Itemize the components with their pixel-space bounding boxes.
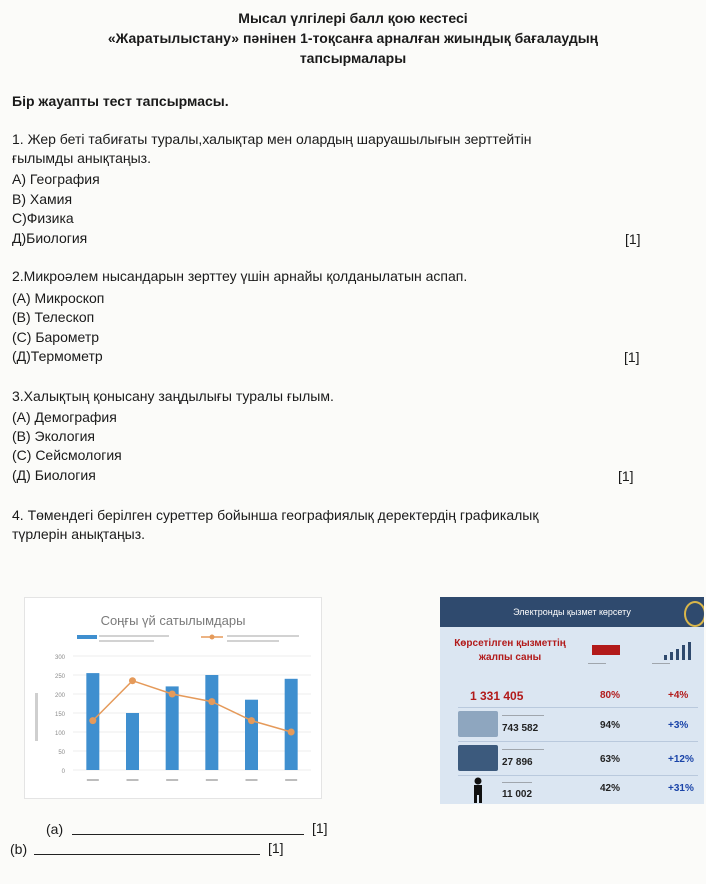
- x-tick-label: [206, 779, 218, 781]
- line-point: [129, 677, 136, 684]
- mark: [1]: [625, 231, 641, 247]
- question-text-cont: түрлерін анықтаңыз.: [12, 526, 146, 542]
- y-tick-label: 200: [54, 693, 65, 699]
- row-growth: +12%: [668, 754, 694, 765]
- answer-a-mark: [1]: [312, 820, 328, 836]
- row-caption: ———————: [502, 747, 544, 753]
- answer-b-mark: [1]: [268, 840, 284, 856]
- bar: [126, 713, 139, 770]
- question-text-cont: ғылымды анықтаңыз.: [12, 150, 151, 166]
- option-d: Д)Биология: [12, 230, 88, 246]
- option-a: (А) Микроскоп: [12, 290, 105, 306]
- y-tick-label: 0: [61, 769, 65, 775]
- option-b: (В) Телескоп: [12, 309, 95, 325]
- row-divider: [458, 741, 698, 742]
- question-text: 2.Микроәлем нысандарын зерттеу үшін арнайы қолданылатын аспап.: [12, 268, 468, 284]
- option-b: (В) Экология: [12, 428, 95, 444]
- grid: [73, 656, 311, 770]
- y-axis-label: [35, 693, 38, 741]
- row-growth: +31%: [668, 783, 694, 794]
- x-tick-label: [246, 779, 258, 781]
- option-a: (А) Демография: [12, 409, 117, 425]
- legend-line-text-2: [227, 640, 279, 642]
- emblem-icon: [684, 601, 704, 627]
- total-growth: +4%: [668, 690, 689, 701]
- row-percent: 42%: [600, 783, 621, 794]
- house-icon: [592, 645, 620, 655]
- mark: [1]: [618, 468, 634, 484]
- line-point: [248, 717, 255, 724]
- column-caption-2: ———: [652, 661, 670, 667]
- line-points: [89, 677, 294, 735]
- chart-title: Соңғы үй сатылымдары: [100, 613, 246, 628]
- row-value: 11 002: [502, 789, 533, 800]
- row-value: 27 896: [502, 757, 533, 768]
- option-c: С)Физика: [12, 210, 74, 226]
- laptop-icon: [458, 711, 498, 737]
- option-c: (С) Барометр: [12, 329, 100, 345]
- mark: [1]: [624, 349, 640, 365]
- row-divider: [458, 707, 698, 708]
- infographic-header: Электронды қызмет көрсету: [440, 597, 704, 627]
- row-caption: ———————: [502, 713, 544, 719]
- x-tick-label: [127, 779, 139, 781]
- x-tick-label: [87, 779, 99, 781]
- sales-chart: [24, 597, 322, 799]
- row-value: 743 582: [502, 723, 539, 734]
- document-subtitle: «Жаратылыстану» пәнінен 1-тоқсанға арналған жиындық бағалаудың: [107, 30, 599, 46]
- legend-bar-swatch: [77, 635, 97, 639]
- total-percent: 80%: [600, 690, 621, 701]
- line-point: [288, 729, 295, 736]
- legend-bar-text: [99, 635, 169, 637]
- option-a: А) География: [12, 171, 100, 187]
- total-value: 1 331 405: [470, 689, 524, 703]
- chart-svg: [25, 598, 321, 798]
- x-tick-labels: [87, 779, 297, 781]
- option-d: (Д) Биология: [12, 467, 96, 483]
- line-point: [169, 691, 176, 698]
- x-tick-label: [285, 779, 297, 781]
- y-tick-label: 150: [54, 712, 65, 718]
- question-text: 1. Жер беті табиғаты туралы,халықтар мен олардың шаруашылығын зерттейтін: [12, 131, 532, 147]
- answer-b-line[interactable]: [34, 854, 260, 855]
- bar-series: [86, 673, 297, 770]
- y-tick-label: 100: [54, 731, 65, 737]
- row-growth: +3%: [668, 720, 689, 731]
- bar: [166, 686, 179, 770]
- growth-chart-icon: [662, 641, 692, 661]
- answer-a-line[interactable]: [72, 834, 304, 835]
- section-title: Бір жауапты тест тапсырмасы.: [12, 93, 229, 109]
- answer-a-label: (a): [46, 821, 64, 837]
- answer-b-label: (b): [10, 841, 28, 857]
- total-label: Көрсетілген қызметтің жалпы саны: [454, 638, 566, 663]
- option-c: (С) Сейсмология: [12, 447, 122, 463]
- legend-line-marker: [210, 635, 215, 640]
- row-percent: 63%: [600, 754, 621, 765]
- line-point: [89, 717, 96, 724]
- bar: [285, 679, 298, 770]
- e-services-infographic: [440, 597, 704, 804]
- y-tick-label: 50: [58, 750, 65, 756]
- column-caption: ———: [588, 661, 606, 667]
- legend-line-text: [227, 635, 299, 637]
- line-series: [93, 681, 291, 732]
- legend-bar-text-2: [99, 640, 154, 642]
- document-title: Мысал үлгілері балл қою кестесі: [238, 10, 468, 26]
- question-text: 4. Төмендегі берілген суреттер бойынша географиялық деректердің графикалық: [12, 507, 539, 523]
- row-caption: —————: [502, 780, 532, 786]
- line-point: [208, 698, 215, 705]
- monitor-icon: [458, 745, 498, 771]
- y-tick-label: 300: [54, 655, 65, 661]
- x-tick-label: [166, 779, 178, 781]
- bar: [205, 675, 218, 770]
- person-icon: [470, 777, 486, 803]
- option-b: В) Хамия: [12, 191, 73, 207]
- y-tick-label: 250: [54, 674, 65, 680]
- question-text: 3.Халықтың қонысану заңдылығы туралы ғылым.: [12, 388, 334, 404]
- row-percent: 94%: [600, 720, 621, 731]
- y-tick-labels: [55, 655, 66, 775]
- option-d: (Д)Термометр: [12, 348, 103, 364]
- document-subtitle-2: тапсырмалары: [299, 50, 407, 66]
- row-divider: [458, 775, 698, 776]
- bar: [245, 700, 258, 770]
